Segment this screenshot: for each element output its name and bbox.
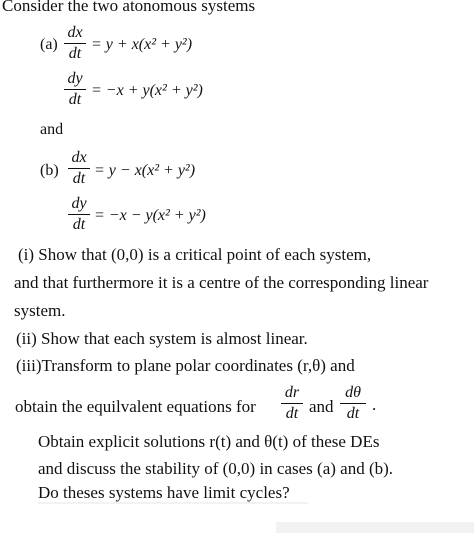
question-iii-line3: Obtain explicit solutions r(t) and θ(t) of these DEs [38, 432, 380, 451]
fraction-numerator: dy [71, 195, 87, 212]
fraction-denominator: dt [68, 91, 82, 108]
question-iii-and: and [309, 397, 334, 416]
background-artifact [38, 502, 308, 504]
fraction-numerator: dr [284, 384, 300, 401]
question-ii: (ii) Show that each system is almost linear. [16, 329, 308, 348]
system-b-label: (b) [40, 162, 59, 179]
question-iii-line1: (iii)Transform to plane polar coordinates (r,θ) and [16, 356, 355, 375]
system-a-label: (a) [40, 36, 58, 53]
question-iii-period: . [372, 395, 377, 414]
question-i-line3: system. [14, 301, 66, 320]
fraction-bar [64, 43, 86, 44]
system-a-eq2-rhs: = −x + y(x² + y²) [91, 82, 203, 99]
question-iii-line2-text: obtain the equilvalent equations for [15, 397, 256, 416]
header-text: Consider the two atonomous systems [2, 0, 256, 15]
connector-and: and [40, 121, 64, 138]
system-a-eq1-rhs: = y + x(x² + y²) [91, 36, 193, 53]
question-i-line2: and that furthermore it is a centre of the corresponding linear [14, 273, 429, 292]
fraction-denominator: dt [68, 45, 82, 62]
fraction-bar [281, 403, 303, 404]
fraction-bar [340, 403, 366, 404]
background-artifact [276, 522, 474, 533]
fraction-numerator: dθ [345, 384, 361, 401]
fraction-numerator: dx [67, 24, 83, 41]
fraction-bar [68, 168, 90, 169]
fraction-bar [64, 89, 86, 90]
system-a-eq1-fraction [64, 24, 86, 63]
dtheta-dt-fraction [340, 384, 366, 423]
question-iii-line5: Do theses systems have limit cycles? [38, 483, 290, 502]
fraction-denominator: dt [72, 170, 86, 187]
system-b-eq2-rhs: = −x − y(x² + y²) [94, 207, 206, 224]
system-a-eq2-fraction [64, 70, 86, 109]
system-b-eq1-rhs: = y − x(x² + y²) [94, 162, 196, 179]
fraction-numerator: dx [71, 149, 87, 166]
system-b-eq1-fraction [68, 149, 90, 188]
question-iii-line4: and discuss the stability of (0,0) in cases (a) and (b). [38, 459, 394, 478]
fraction-denominator: dt [285, 405, 299, 422]
dr-dt-fraction [281, 384, 303, 423]
system-b-eq2-fraction [68, 195, 90, 234]
fraction-denominator: dt [72, 216, 86, 233]
question-i-line1: (i) Show that (0,0) is a critical point of each system, [18, 245, 372, 264]
fraction-bar [68, 214, 90, 215]
fraction-numerator: dy [67, 70, 83, 87]
fraction-denominator: dt [346, 405, 360, 422]
